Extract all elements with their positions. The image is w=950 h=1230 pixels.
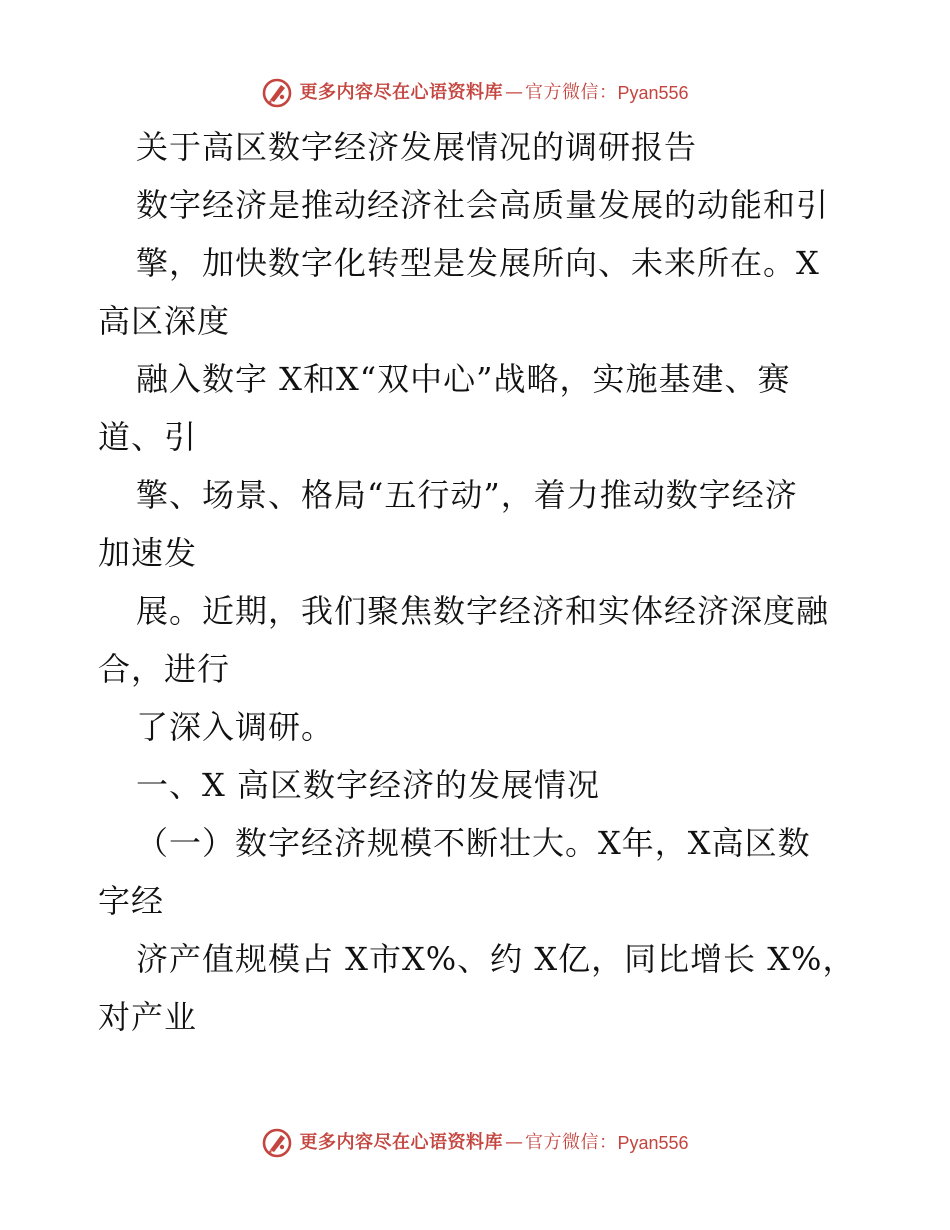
header-watermark	[0, 77, 950, 109]
watermark-wechat-label: 官方微信：	[524, 1132, 618, 1153]
text-line: 高区深度	[98, 302, 231, 340]
text-line: 展。近期，我们聚焦数字经济和实体经济深度融	[136, 592, 830, 630]
text-line: 擎、场景、格局“五行动”，着力推动数字经济	[136, 476, 798, 514]
text-line: 济产值规模占 X市X%、约 X亿，同比增长 X%，	[136, 940, 856, 978]
watermark-separator: —	[504, 82, 523, 103]
watermark-separator: —	[504, 1132, 523, 1153]
footer-watermark	[0, 1127, 950, 1159]
section-heading: 一、X 高区数字经济的发展情况	[136, 766, 600, 804]
quill-pen-logo-icon	[261, 77, 293, 109]
text-line: 加速发	[98, 534, 198, 572]
text-line: 擎，加快数字化转型是发展所向、未来所在。X	[136, 244, 820, 282]
document-body	[98, 118, 858, 1046]
text-line: 数字经济是推动经济社会高质量发展的动能和引	[136, 186, 830, 224]
watermark-wechat-label: 官方微信：	[524, 82, 618, 103]
text-line: 融入数字 X和X“双中心”战略，实施基建、赛	[136, 360, 791, 398]
text-line: 道、引	[98, 418, 198, 456]
watermark-text: 更多内容尽在心语资料库	[299, 1132, 503, 1153]
subsection-heading: （一）数字经济规模不断壮大。X年，X高区数	[136, 824, 811, 862]
document-title: 关于高区数字经济发展情况的调研报告	[136, 128, 698, 166]
text-line: 了深入调研。	[136, 708, 335, 746]
text-line: 合，进行	[98, 650, 231, 688]
watermark-text: 更多内容尽在心语资料库	[299, 82, 503, 103]
watermark-wechat-id: Pyan556	[617, 1133, 689, 1153]
text-line: 对产业	[98, 998, 198, 1036]
quill-pen-logo-icon	[261, 1127, 293, 1159]
watermark-wechat-id: Pyan556	[617, 83, 689, 103]
text-line: 字经	[98, 882, 165, 920]
